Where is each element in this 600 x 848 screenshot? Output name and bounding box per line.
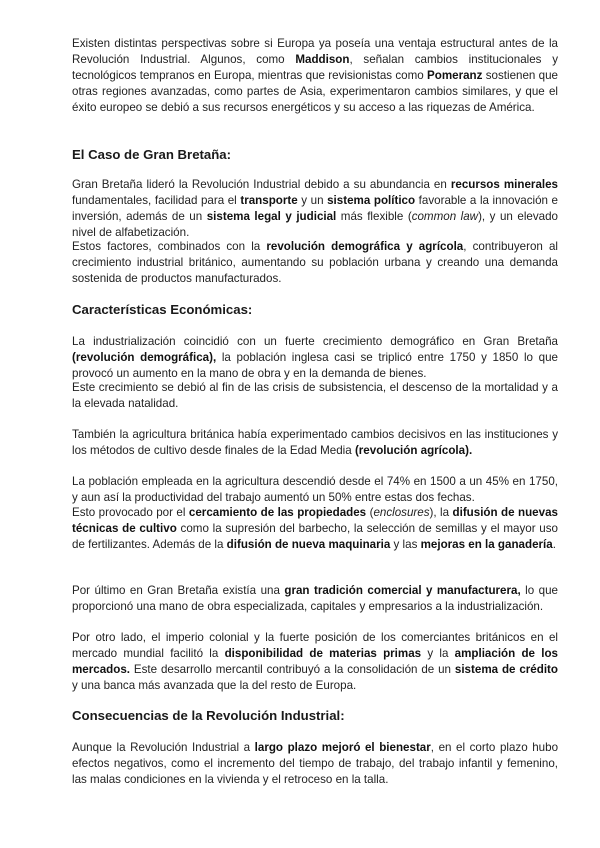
section-heading-consecuencias: Consecuencias de la Revolución Industrial: <box>72 708 345 723</box>
paragraph: Gran Bretaña lideró la Revolución Industrial debido a su abundancia en recursos minerales fundamentales, facilidad para el transporte y un sistema político favorable a la innovación e inversión, además de un sistema legal y judicial más flexible (common law), y un elevado nivel de alfabetización. <box>72 178 559 239</box>
section-heading-gran-bretana: El Caso de Gran Bretaña: <box>72 147 232 162</box>
paragraph: También la agricultura británica había experimentado cambios decisivos en las instituciones y los métodos de cultivo desde finales de la Edad Media (revolución agrícola). <box>72 428 558 457</box>
paragraph: Aunque la Revolución Industrial a largo plazo mejoró el bienestar, en el corto plazo hubo efectos negativos, como el incremento del tiempo de trabajo, del trabajo infantil y femenino, las malas condiciones en la vivienda y el retroceso en la talla. <box>72 741 559 786</box>
paragraph: Estos factores, combinados con la revolución demográfica y agrícola, contribuyeron al crecimiento industrial británico, aumentando su población urbana y creando una demanda sostenida de productos manufacturados. <box>72 240 559 285</box>
paragraph: Esto provocado por el cercamiento de las propiedades (enclosures), la difusión de nuevas técnicas de cultivo como la supresión del barbecho, la selección de semillas y el mayor uso de fertilizantes. Además de la difusión de nueva maquinaria y las mejoras en la ganadería. <box>72 506 558 551</box>
paragraph: Este crecimiento se debió al fin de las crisis de subsistencia, el descenso de la mortalidad y a la elevada natalidad. <box>72 381 558 410</box>
section-heading-caracteristicas: Características Económicas: <box>72 302 253 317</box>
paragraph: La población empleada en la agricultura descendió desde el 74% en 1500 a un 45% en 1750, y aun así la productividad del trabajo aumentó un 50% entre estas dos fechas. <box>72 475 558 504</box>
paragraph: Por último en Gran Bretaña existía una gran tradición comercial y manufacturera, lo que proporcionó una mano de obra especializada, capitales y empresarios a la industrialización. <box>72 584 559 613</box>
paragraph: La industrialización coincidió con un fuerte crecimiento demográfico en Gran Bretaña (revolución demográfica), la población inglesa casi se triplicó entre 1750 y 1850 lo que provocó un aumento en la mano de obra y en la demanda de bienes. <box>72 335 558 380</box>
intro-paragraph: Existen distintas perspectivas sobre si Europa ya poseía una ventaja estructural antes de la Revolución Industrial. Algunos, como Maddison, señalan cambios institucionales y tecnológicos tempranos en Europa, mientras que revisionistas como Pomeranz sostienen que otras regiones avanzadas, como partes de Asia, experimentaron cambios similares, y que el éxito europeo se debió a sus recursos energéticos y su acceso a las riquezas de América. <box>72 37 558 114</box>
paragraph: Por otro lado, el imperio colonial y la fuerte posición de los comerciantes británicos en el mercado mundial facilitó la disponibilidad de materias primas y la ampliación de los mercados. Este desarrollo mercantil contribuyó a la consolidación de un sistema de crédito y una banca más avanzada que la del resto de Europa. <box>72 631 559 692</box>
